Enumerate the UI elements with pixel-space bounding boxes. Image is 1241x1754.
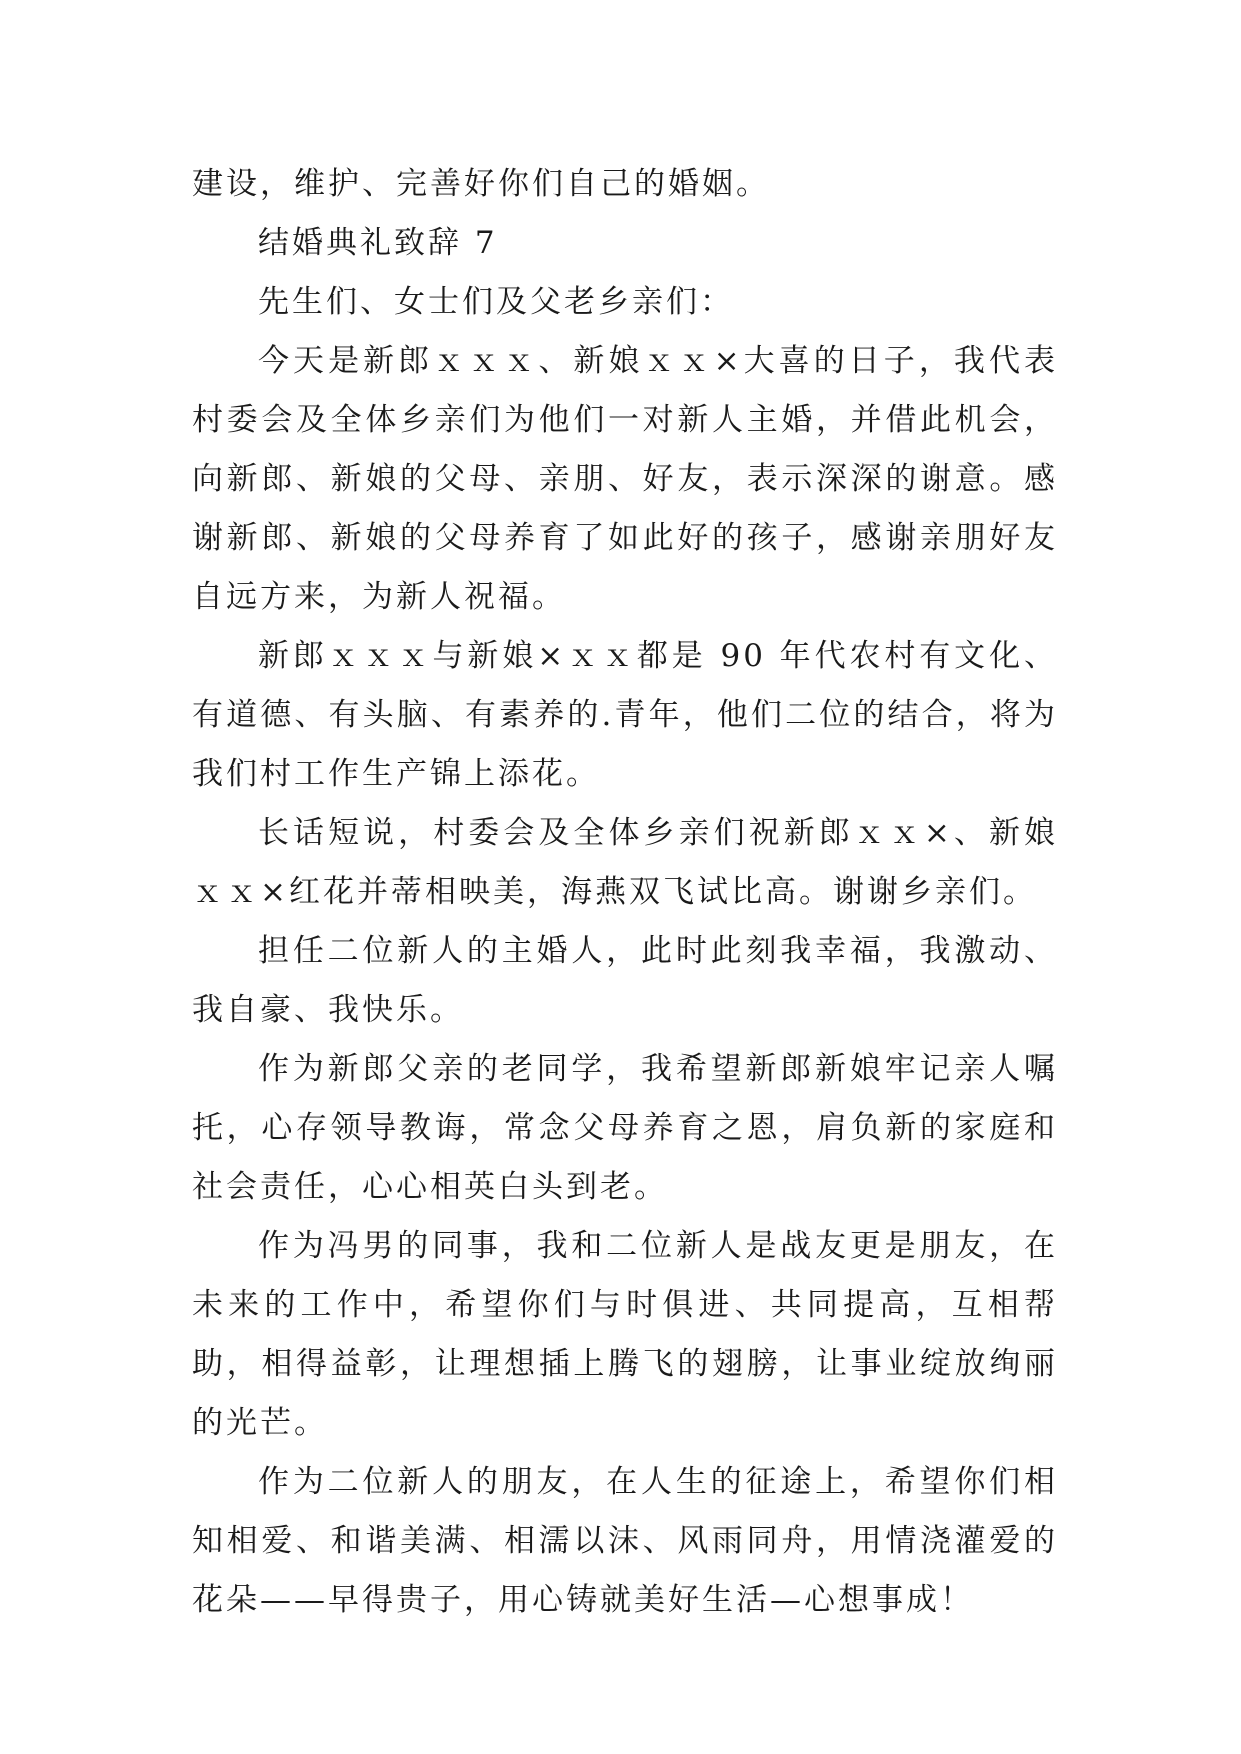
paragraph: 长话短说，村委会及全体乡亲们祝新郎ｘｘ×、新娘ｘｘ×红花并蒂相映美，海燕双飞试比高。谢谢乡亲们。 — [192, 815, 1058, 910]
paragraph: 作为冯男的同事，我和二位新人是战友更是朋友，在未来的工作中，希望你们与时俱进、共同提高，互相帮助，相得益彰，让理想插上腾飞的翅膀，让事业绽放绚丽的光芒。 — [192, 1228, 1058, 1441]
paragraph: 今天是新郎ｘｘｘ、新娘ｘｘ×大喜的日子，我代表村委会及全体乡亲们为他们一对新人主婚，并借此机会，向新郎、新娘的父母、亲朋、好友，表示深深的谢意。感谢新郎、新娘的父母养育了如此好的孩子，感谢亲朋好友自远方来，为新人祝福。 — [192, 343, 1058, 615]
paragraph-continuation: 建设，维护、完善好你们自己的婚姻。 — [192, 166, 770, 202]
paragraph: 新郎ｘｘｘ与新娘×ｘｘ都是 90 年代农村有文化、有道德、有头脑、有素养的.青年，他们二位的结合，将为我们村工作生产锦上添花。 — [192, 638, 1058, 792]
salutation: 先生们、女士们及父老乡亲们： — [258, 284, 734, 320]
section-heading: 结婚典礼致辞 7 — [258, 225, 498, 261]
paragraph: 作为新郎父亲的老同学，我希望新郎新娘牢记亲人嘱托，心存领导教诲，常念父母养育之恩，肩负新的家庭和社会责任，心心相英白头到老。 — [192, 1051, 1058, 1205]
paragraph: 作为二位新人的朋友，在人生的征途上，希望你们相知相爱、和谐美满、相濡以沫、风雨同舟，用情浇灌爱的花朵——早得贵子，用心铸就美好生活—心想事成！ — [192, 1464, 1058, 1618]
document-body — [192, 155, 1058, 1630]
paragraph: 担任二位新人的主婚人，此时此刻我幸福，我激动、我自豪、我快乐。 — [192, 933, 1058, 1028]
